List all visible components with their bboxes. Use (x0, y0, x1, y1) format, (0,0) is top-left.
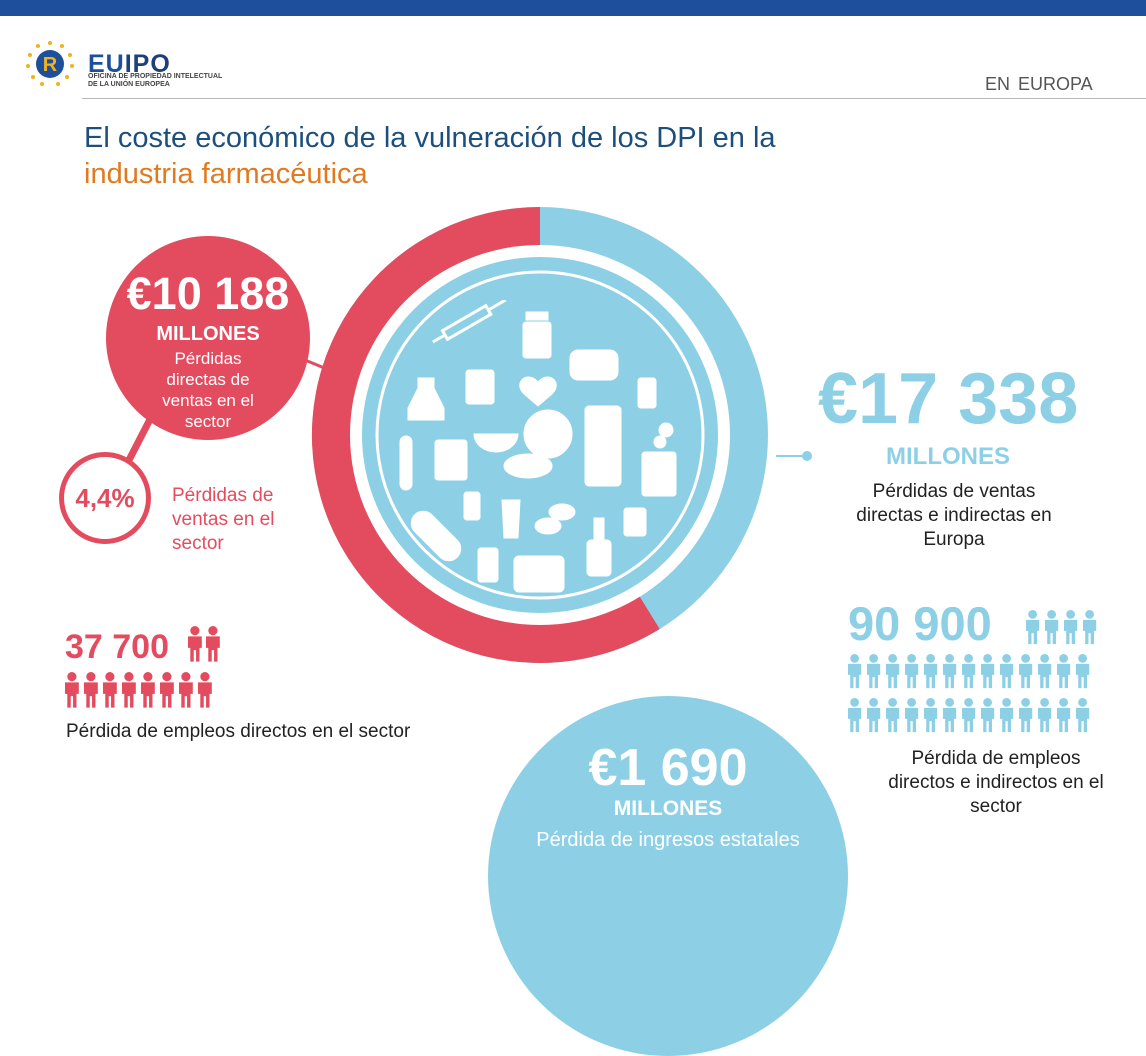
dropper-icon (587, 518, 611, 576)
person-icon (1000, 698, 1013, 732)
svg-text:R: R (42, 54, 58, 76)
person-icon (905, 698, 918, 732)
person-icon (943, 698, 956, 732)
person-icon (981, 654, 994, 688)
person-icon (188, 626, 202, 662)
syringe-icon (430, 300, 508, 346)
jobs-total-label: Pérdida de empleos directos e indirectos en el sector (888, 748, 1104, 817)
person-icon (1038, 698, 1051, 732)
person-icon (848, 654, 861, 688)
sales-percent-circle (59, 452, 151, 544)
person-icon (886, 698, 899, 732)
person-icon (1064, 610, 1077, 644)
page-title-line2: industria farmacéutica (84, 158, 368, 190)
person-icon (1019, 698, 1032, 732)
person-icon (962, 698, 975, 732)
person-icon (1076, 698, 1089, 732)
flask-icon (408, 378, 444, 420)
person-icon (867, 654, 880, 688)
logo-subtitle: OFICINA DE PROPIEDAD INTELECTUAL DE LA UNIÓN EUROPEA (88, 73, 223, 88)
blister-icon (478, 548, 498, 582)
person-icon (65, 672, 79, 708)
person-icon (924, 654, 937, 688)
person-icon (206, 626, 220, 662)
pills-icon (654, 423, 673, 448)
jobs-total-number: 90 900 (848, 597, 992, 650)
capsule-icon (406, 506, 465, 565)
bottle-icon (638, 378, 656, 408)
person-icon (141, 672, 155, 708)
region-label: EN EUROPA (985, 74, 1093, 94)
tube-icon (502, 500, 520, 538)
person-icon (1076, 654, 1089, 688)
person-icon (1000, 654, 1013, 688)
direct-sales-circle (106, 236, 310, 440)
person-icon (179, 672, 193, 708)
blister-icon (466, 370, 494, 404)
jobs-total-people (844, 610, 1104, 734)
jobs-direct-people (60, 624, 240, 714)
person-icon (1083, 610, 1096, 644)
tube-icon (464, 492, 480, 520)
pills-icon (535, 504, 575, 534)
mortar-icon (474, 434, 518, 452)
direct-sales-unit: MILLONES (156, 323, 260, 345)
page-title-line1: El coste económico de la vulneración de los DPI en la (84, 122, 776, 154)
pill-jar-icon (585, 406, 621, 486)
total-sales-unit: MILLONES (886, 443, 1010, 470)
person-icon (84, 672, 98, 708)
person-icon (1045, 610, 1058, 644)
person-icon (160, 672, 174, 708)
state-revenue-unit: MILLONES (613, 797, 723, 820)
person-icon (1026, 610, 1039, 644)
sales-percent-label: Pérdidas de ventas en el sector (172, 485, 275, 554)
person-icon (122, 672, 136, 708)
person-icon (905, 654, 918, 688)
person-icon (1057, 698, 1070, 732)
person-icon (981, 698, 994, 732)
heart-pulse-icon (520, 377, 557, 406)
direct-sales-amount: €10 188 (126, 268, 290, 319)
total-sales-label: Pérdidas de ventas directas e indirectas en Europa (856, 481, 1052, 550)
person-icon (886, 654, 899, 688)
direct-sales-label: Pérdidas directas de ventas en el sector (162, 349, 254, 431)
person-icon (1057, 654, 1070, 688)
bottle-icon (642, 452, 676, 496)
first-aid-kit-icon (514, 556, 564, 592)
person-icon (198, 672, 212, 708)
total-sales-amount: €17 338 (818, 359, 1079, 439)
person-icon (1038, 654, 1051, 688)
pie-pill-icon (524, 410, 572, 458)
person-icon (924, 698, 937, 732)
person-icon (848, 698, 861, 732)
test-tube-icon (400, 436, 412, 490)
person-icon (1019, 654, 1032, 688)
person-icon (867, 698, 880, 732)
person-icon (943, 654, 956, 688)
state-revenue-amount: €1 690 (588, 739, 748, 797)
pill-box-icon (570, 350, 618, 380)
pills-icon (624, 508, 646, 536)
bottle-icon (523, 312, 551, 358)
logo-wordmark: EUIPO (88, 50, 171, 78)
state-revenue-label: Pérdida de ingresos estatales (536, 829, 800, 851)
clipboard-icon (435, 440, 467, 480)
person-icon (962, 654, 975, 688)
sales-percent-value: 4,4% (75, 482, 135, 513)
pills-icon (504, 454, 552, 478)
pharma-icons (380, 300, 710, 600)
jobs-direct-label: Pérdida de empleos directos en el sector (66, 721, 411, 742)
person-icon (103, 672, 117, 708)
jobs-direct-number: 37 700 (65, 628, 169, 666)
